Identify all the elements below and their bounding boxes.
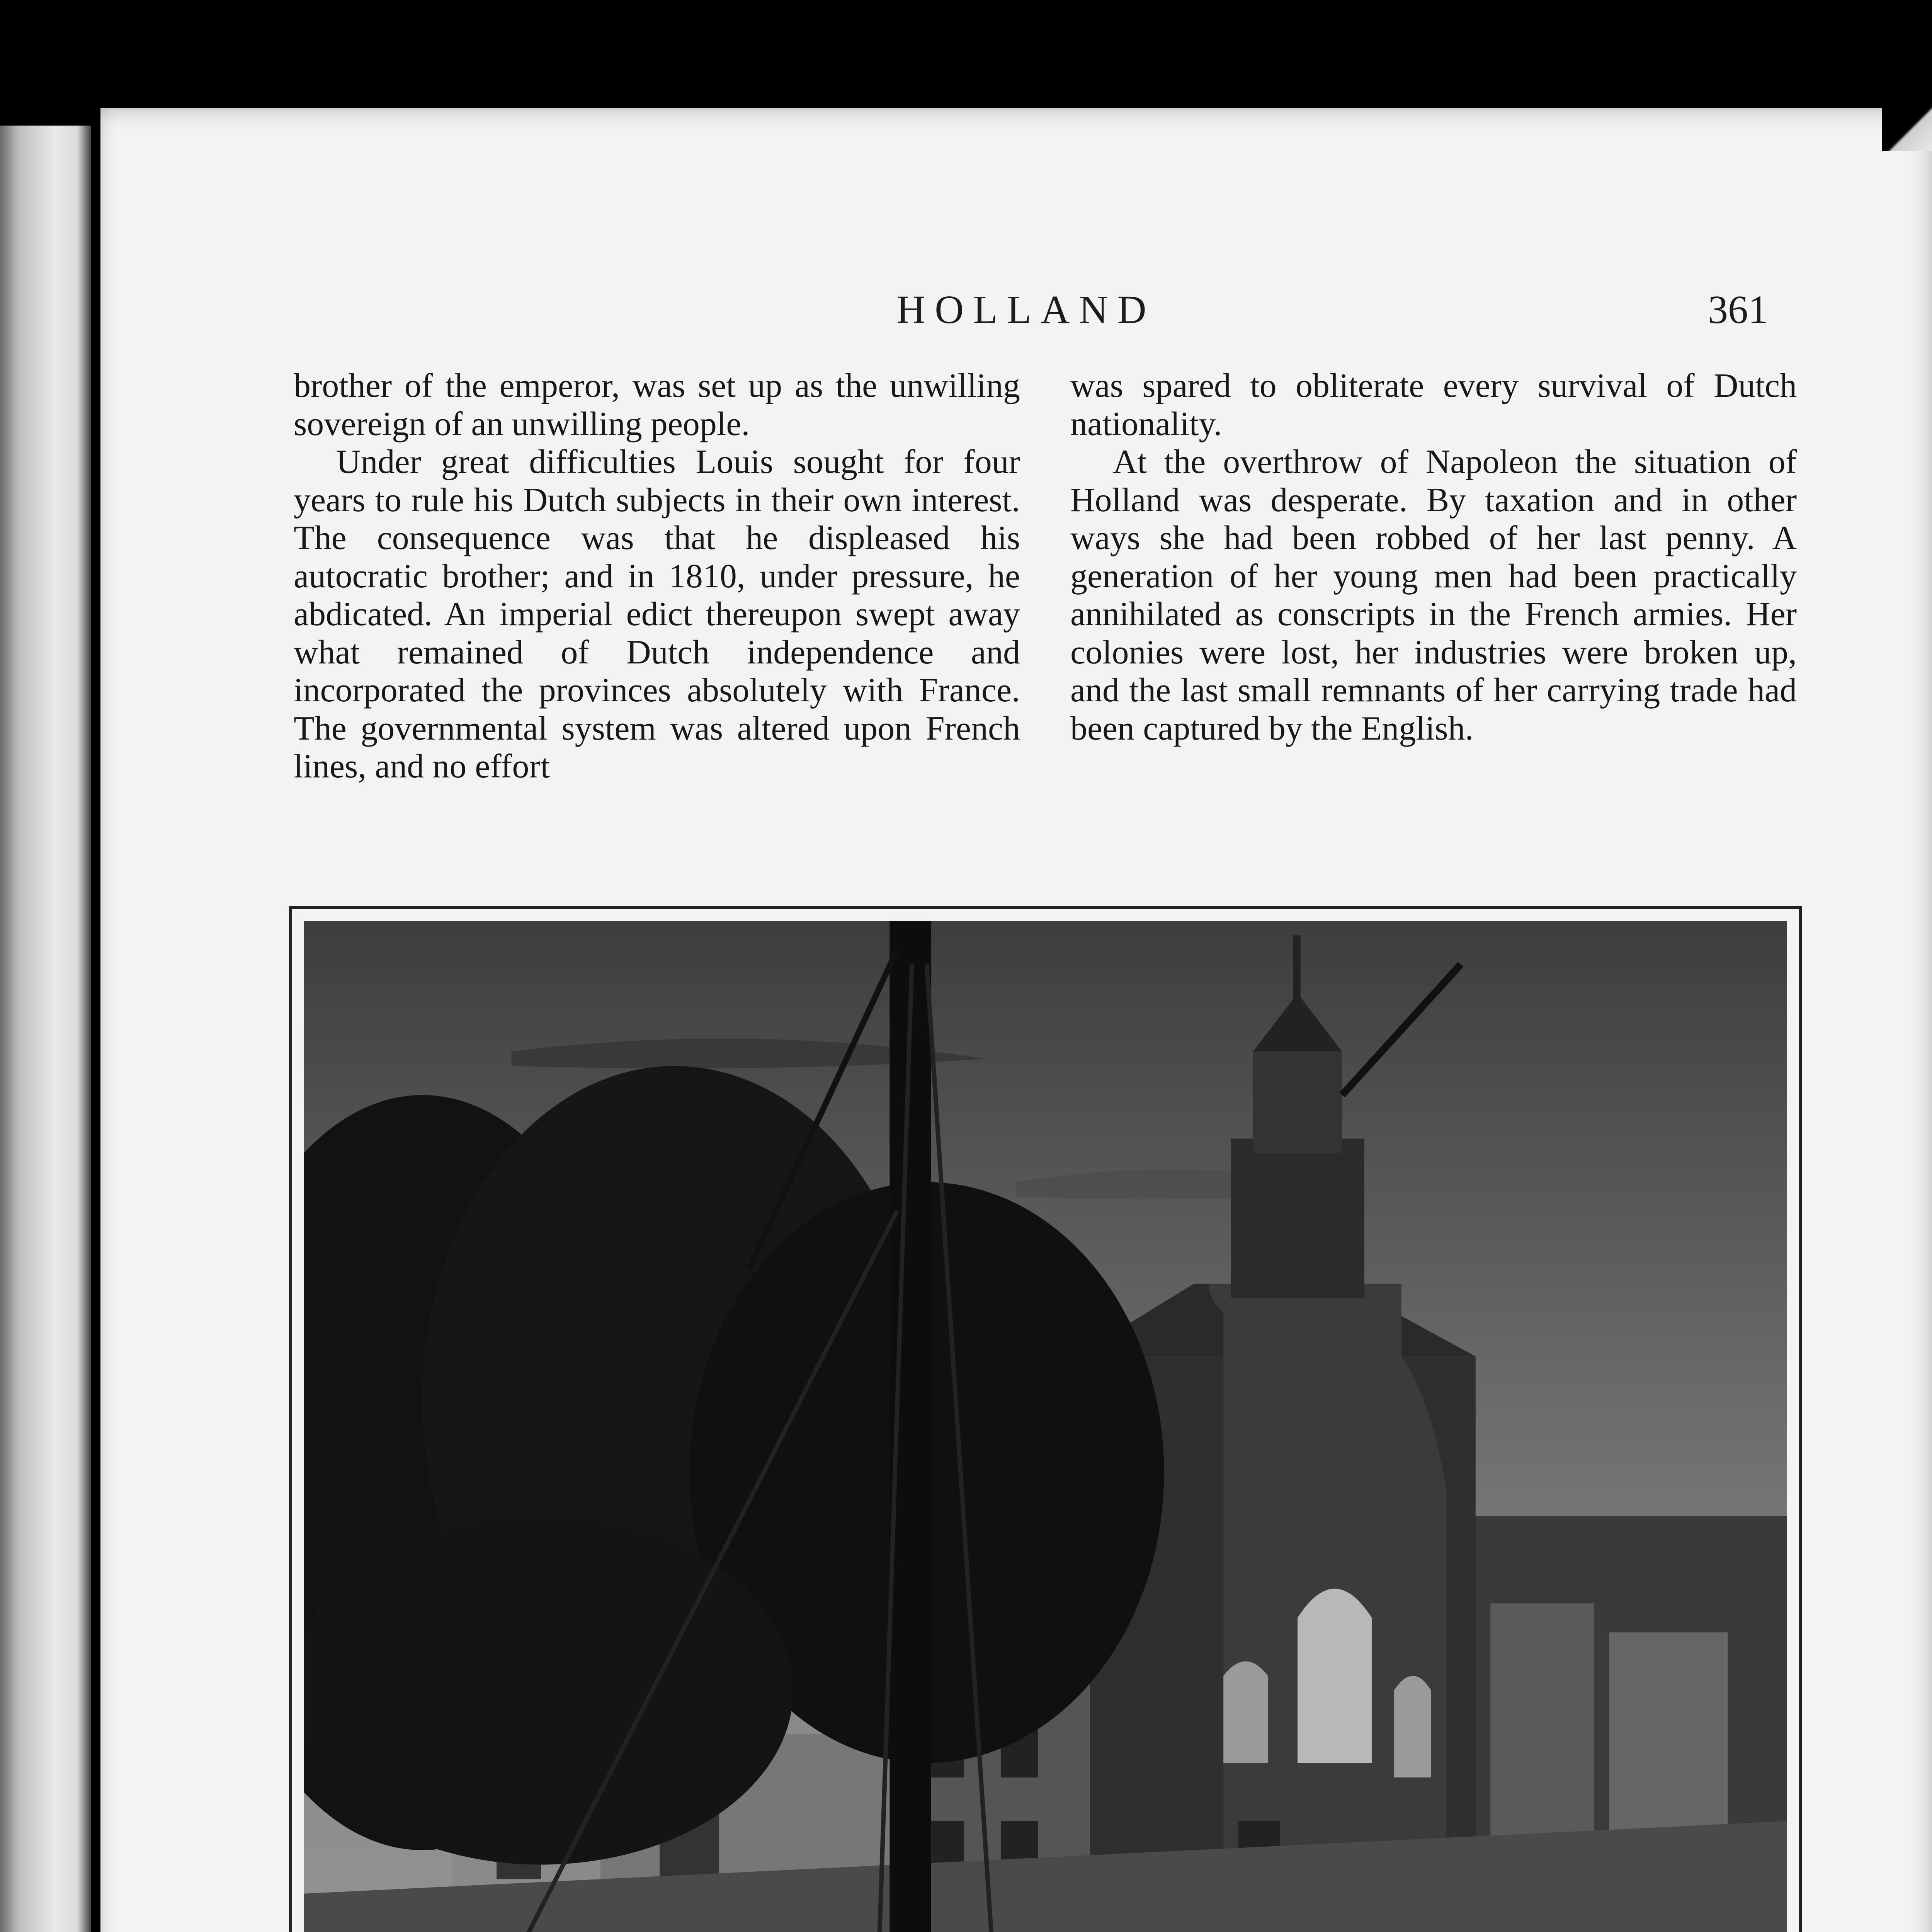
page-number: 361 bbox=[1708, 287, 1768, 332]
body-text bbox=[294, 367, 1797, 970]
book-page bbox=[100, 108, 1932, 1932]
page-header bbox=[100, 287, 1932, 367]
photo-illustration bbox=[304, 921, 1787, 1932]
photo-frame bbox=[289, 906, 1802, 1932]
church-photograph bbox=[304, 921, 1787, 1932]
running-head: HOLLAND bbox=[896, 287, 1156, 332]
paragraph: was spared to obliterate every survival of Dutch nationality. bbox=[1070, 367, 1797, 443]
corner-fold bbox=[1882, 104, 1932, 151]
paragraph: At the overthrow of Napoleon the situation of Holland was desperate. By taxation and in other ways she had been robbed of her last penny. A generation of her young men had been practically annihilated as conscripts in the French armies. Her colonies were lost, her industries were broken up, and the last small remnants of her carrying trade had been captured by the English. bbox=[1070, 443, 1797, 747]
right-column bbox=[1070, 367, 1797, 748]
paragraph: brother of the emperor, was set up as the unwilling sovereign of an unwilling people. bbox=[294, 367, 1020, 443]
paragraph: Under great difficulties Louis sought for four years to rule his Dutch subjects in their own interest. The consequence was that he displeased his autocratic brother; and in 1810, under pressure, he abdicated. An imperial edict thereupon swept away what remained of Dutch independence and incorporated the provinces absolutely with France. The governmental system was altered upon French lines, and no effort bbox=[294, 443, 1020, 786]
gutter-shadow bbox=[77, 126, 100, 1932]
left-column bbox=[294, 367, 1020, 786]
